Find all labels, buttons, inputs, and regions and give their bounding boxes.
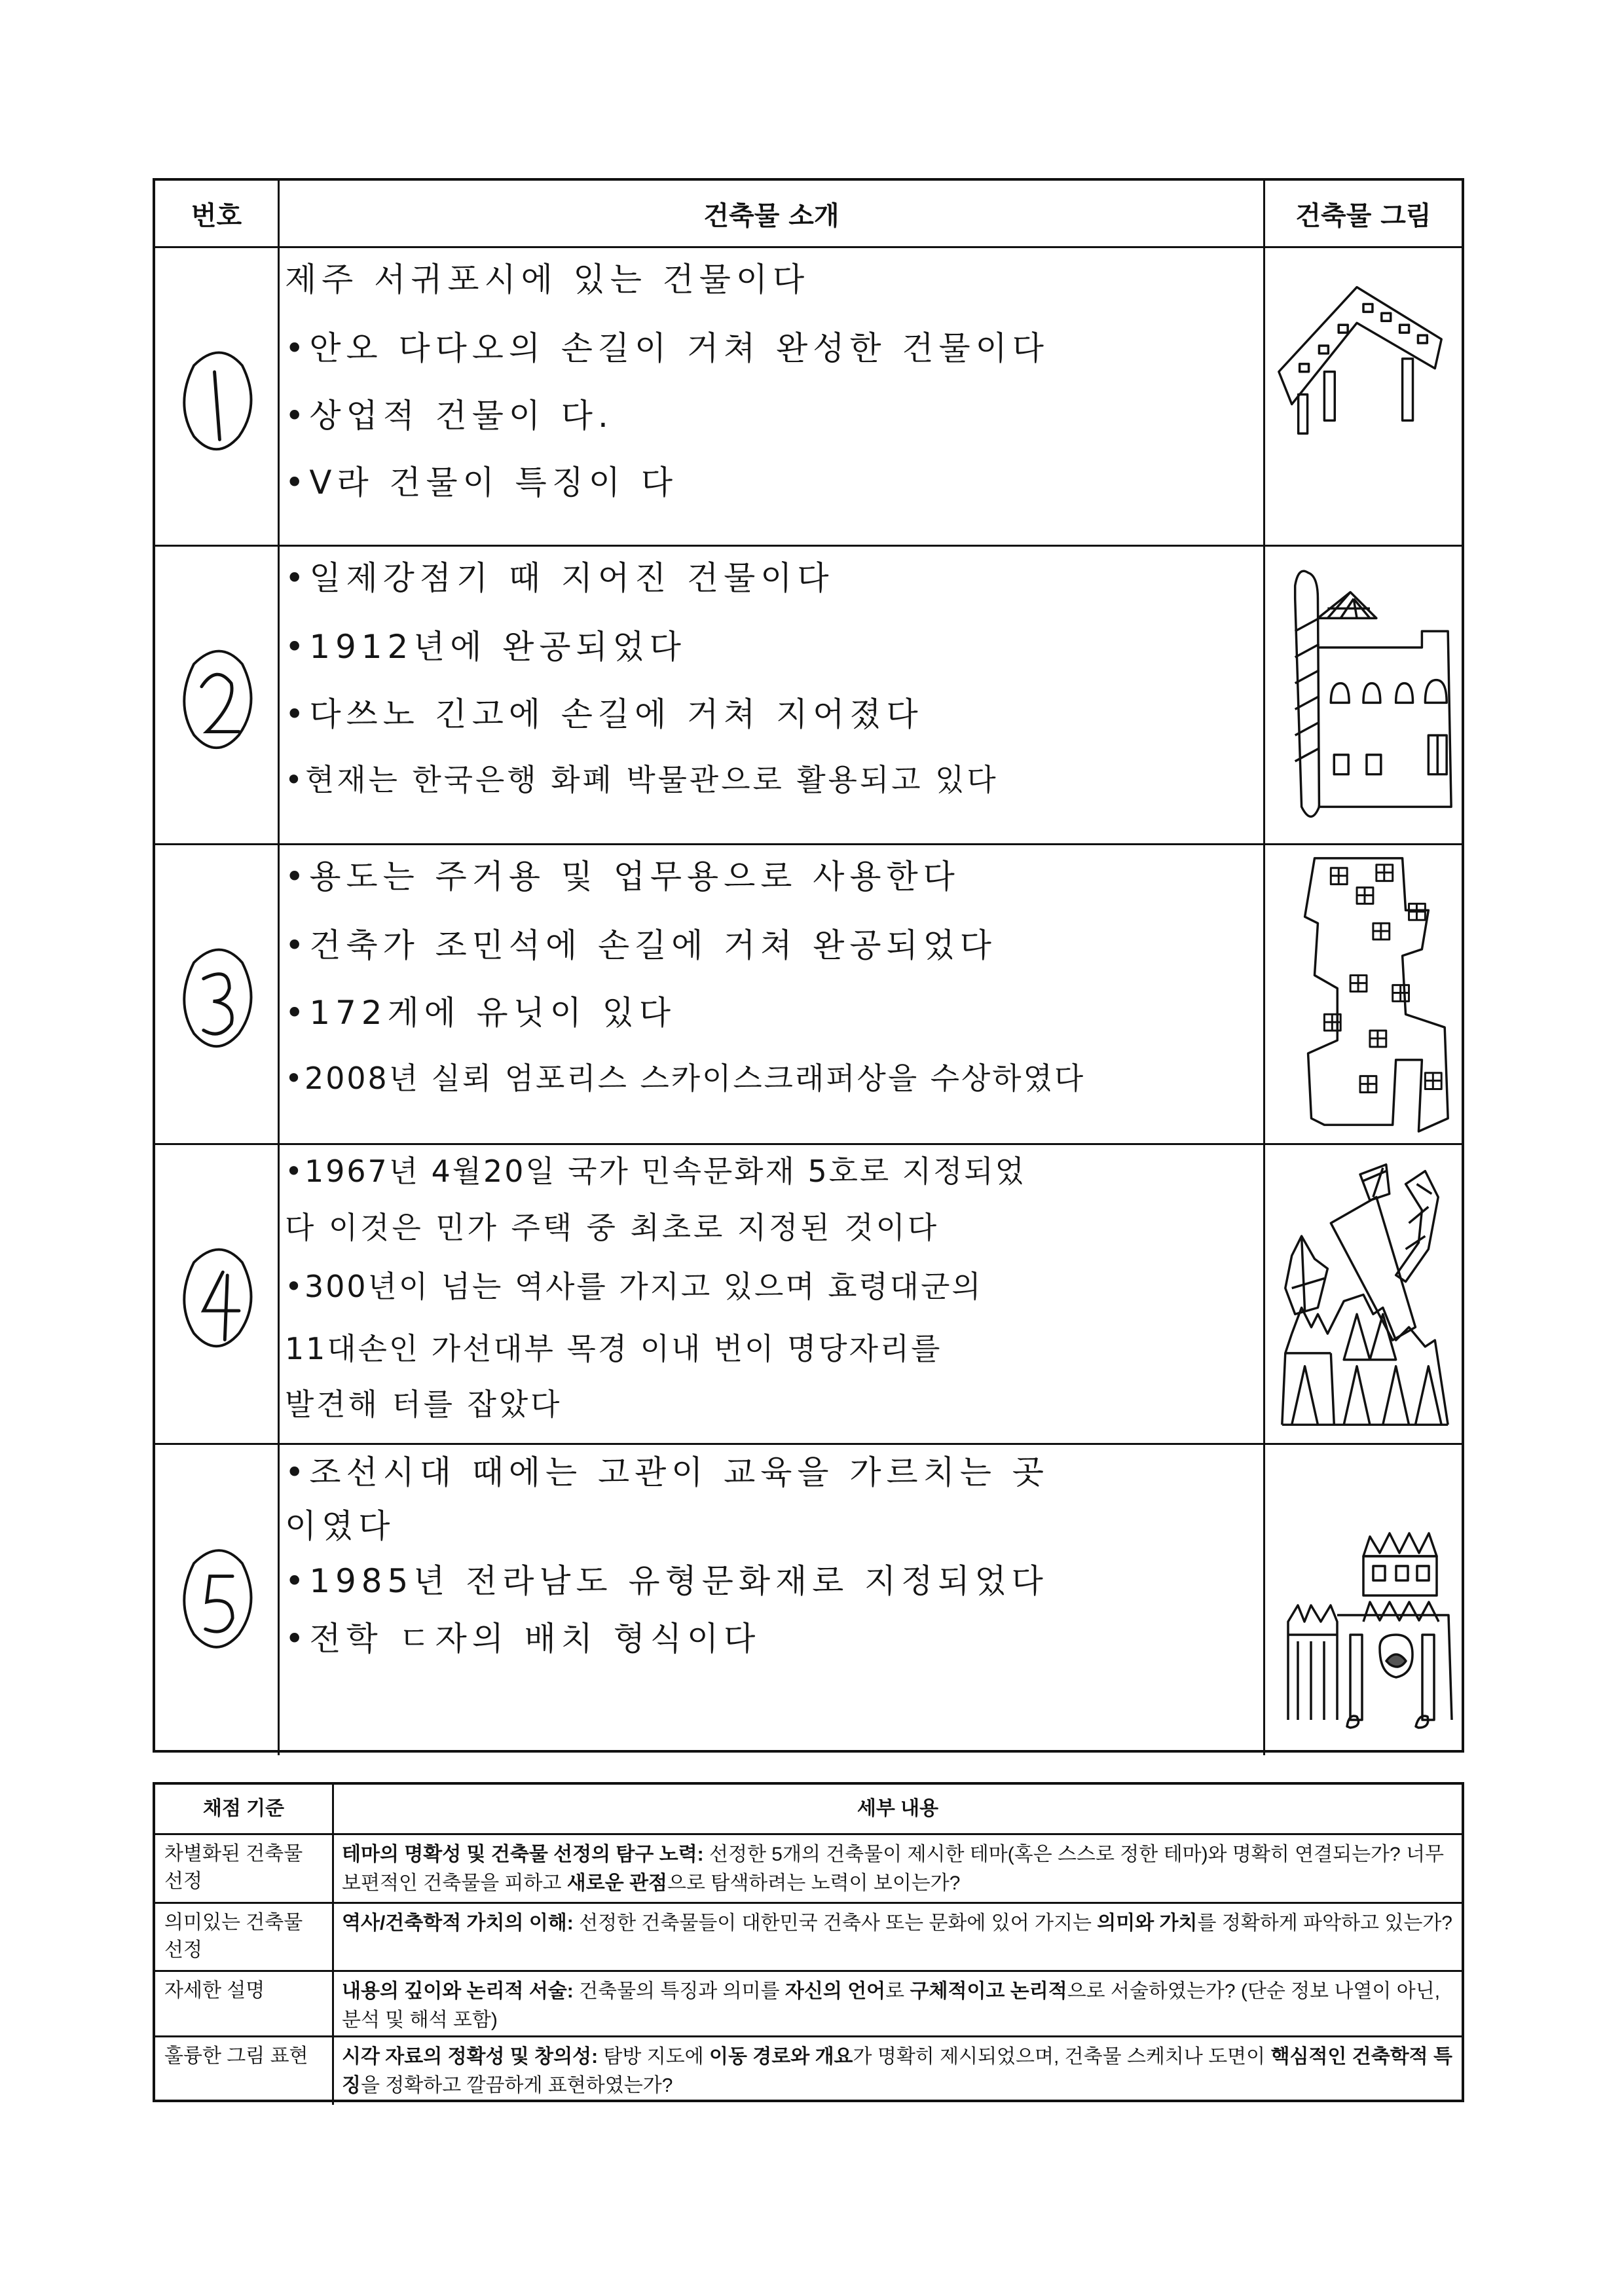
header-number: 번호 [155, 181, 280, 246]
row-drawing-cell [1265, 248, 1462, 545]
detail-part: 으로 탐색하려는 노력이 보이는가? [667, 1872, 961, 1894]
row-drawing-cell [1265, 547, 1462, 843]
handwritten-line: •조선시대 때에는 고관이 교육을 가르치는 곳 [285, 1453, 1049, 1491]
handwritten-line: •현재는 한국은행 화폐 박물관으로 활용되고 있다 [285, 762, 999, 797]
row-number-cell [155, 845, 280, 1143]
handwritten-line: •다쓰노 긴고에 손길에 거쳐 지어졌다 [285, 695, 923, 733]
row-drawing-cell [1265, 1445, 1462, 1755]
row-number-cell [155, 248, 280, 545]
table-row [155, 845, 1462, 1145]
detail-part: 를 정확하게 파악하고 있는가? [1197, 1912, 1452, 1934]
handwritten-line: •전학 ㄷ자의 배치 형식이다 [285, 1620, 761, 1658]
rubric-detail [334, 1904, 1462, 1970]
detail-part: 역사/건축학적 가치의 이해: [342, 1912, 574, 1934]
rubric-table [153, 1782, 1464, 2102]
detail-part: 의미와 가치 [1097, 1912, 1198, 1934]
rubric-row [155, 1972, 1462, 2037]
table-row [155, 1145, 1462, 1445]
handwritten-line: •1912년에 완공되었다 [285, 628, 686, 666]
detail-part: 시각 자료의 정확성 및 창의성: [342, 2046, 599, 2068]
detail-part: 테마의 명확성 및 건축물 선정의 탐구 노력: [342, 1844, 704, 1865]
rubric-row [155, 1904, 1462, 1972]
handwritten-line: 이였다 [285, 1507, 396, 1545]
circled-number-5 [155, 1445, 278, 1755]
circled-number-3 [155, 845, 278, 1143]
row-number-cell [155, 1145, 280, 1443]
detail-part: 구체적이고 논리적 [910, 1980, 1067, 2002]
rubric-criteria: 의미있는 건축물 선정 [155, 1904, 334, 1970]
row-intro-cell [280, 1145, 1265, 1443]
handwritten-line: •용도는 주거용 및 업무용으로 사용한다 [285, 858, 960, 896]
detail-part: 으로 서술하였는가? (단순 정보 나열이 아닌, 분석 및 해석 포함) [342, 1980, 1441, 2031]
handwritten-line: 제주 서귀포시에 있는 건물이다 [285, 261, 810, 299]
handwritten-line: •일제강점기 때 지어진 건물이다 [285, 559, 834, 597]
header-drawing: 건축물 그림 [1295, 200, 1431, 231]
rubric-criteria: 자세한 설명 [155, 1972, 334, 2035]
handwritten-line: •172게에 유닛이 있다 [285, 994, 676, 1032]
handwritten-line: 발견해 터를 잡았다 [285, 1387, 563, 1422]
building-table [153, 178, 1464, 1753]
rubric-row [155, 1835, 1462, 1904]
detail-part: 새로운 관점 [566, 1872, 668, 1894]
handwritten-line: 11대손인 가선대부 목경 이내 번이 명당자리를 [285, 1331, 942, 1366]
rubric-header-criteria: 채점 기준 [155, 1785, 334, 1833]
row-intro-cell [280, 547, 1265, 843]
handwritten-line: •V라 건물이 특징이 다 [285, 464, 678, 501]
detail-part: 가 명확히 제시되었으며, 건축물 스케치나 도면이 [853, 2046, 1271, 2068]
row-intro-cell [280, 1445, 1265, 1755]
circled-number-4 [155, 1145, 278, 1443]
building-sketch-2 [1265, 547, 1462, 843]
rubric-criteria: 훌륭한 그림 표현 [155, 2037, 334, 2105]
detail-part: 이동 경로와 개요 [709, 2046, 853, 2068]
rubric-detail [334, 1835, 1462, 1902]
detail-part: 선정한 건축물들이 대한민국 건축사 또는 문화에 있어 가지는 [573, 1912, 1098, 1934]
row-intro-cell [280, 248, 1265, 545]
detail-part: 로 [885, 1980, 910, 2002]
rubric-detail [334, 1972, 1462, 2035]
detail-part: 자신의 언어 [784, 1980, 886, 2002]
rubric-criteria: 차별화된 건축물 선정 [155, 1835, 334, 1902]
handwritten-line: •건축가 조민석에 손길에 거쳐 완공되었다 [285, 926, 997, 964]
table-row [155, 248, 1462, 547]
detail-part: 핵심적인 건축학적 특징 [342, 2046, 1452, 2096]
building-sketch-4 [1265, 1145, 1462, 1443]
rubric-header-detail: 세부 내용 [857, 1798, 939, 1819]
handwritten-line: 다 이것은 민가 주택 중 최초로 지정된 것이다 [285, 1210, 940, 1245]
handwritten-line: •안오 다다오의 손길이 거쳐 완성한 건물이다 [285, 329, 1049, 367]
table-row [155, 547, 1462, 845]
row-drawing-cell [1265, 845, 1462, 1143]
table-header-row [155, 181, 1462, 248]
rubric-detail [334, 2037, 1462, 2105]
detail-part: 내용의 깊이와 논리적 서술: [342, 1980, 574, 2002]
building-sketch-5 [1265, 1445, 1462, 1755]
circled-number-1 [155, 248, 278, 545]
detail-part: 선정한 5개의 건축물이 제시한 테마(혹은 스스로 정한 테마)와 명확히 연결되는가? 너무 보편적인 건축물을 피하고 [342, 1844, 1445, 1894]
building-sketch-3 [1265, 845, 1462, 1143]
handwritten-line: •상업적 건물이 다. [285, 397, 614, 435]
rubric-header-row [155, 1785, 1462, 1835]
building-sketch-1 [1265, 248, 1462, 545]
header-intro: 건축물 소개 [280, 181, 1265, 246]
detail-part: 탐방 지도에 [598, 2046, 709, 2068]
handwritten-line: •1967년 4월20일 국가 민속문화재 5호로 지정되었 [285, 1154, 1026, 1189]
row-intro-cell [280, 845, 1265, 1143]
rubric-row [155, 2037, 1462, 2105]
table-row [155, 1445, 1462, 1755]
detail-part: 건축물의 특징과 의미를 [573, 1980, 785, 2002]
detail-part: 을 정확하고 깔끔하게 표현하였는가? [360, 2075, 673, 2096]
row-number-cell [155, 1445, 280, 1755]
row-drawing-cell [1265, 1145, 1462, 1443]
handwritten-line: •2008년 실뢰 엄포리스 스카이스크래퍼상을 수상하였다 [285, 1061, 1086, 1096]
row-number-cell [155, 547, 280, 843]
handwritten-line: •1985년 전라남도 유형문화재로 지정되었다 [285, 1562, 1048, 1600]
handwritten-line: •300년이 넘는 역사를 가지고 있으며 효령대군의 [285, 1269, 983, 1304]
circled-number-2 [155, 547, 278, 843]
